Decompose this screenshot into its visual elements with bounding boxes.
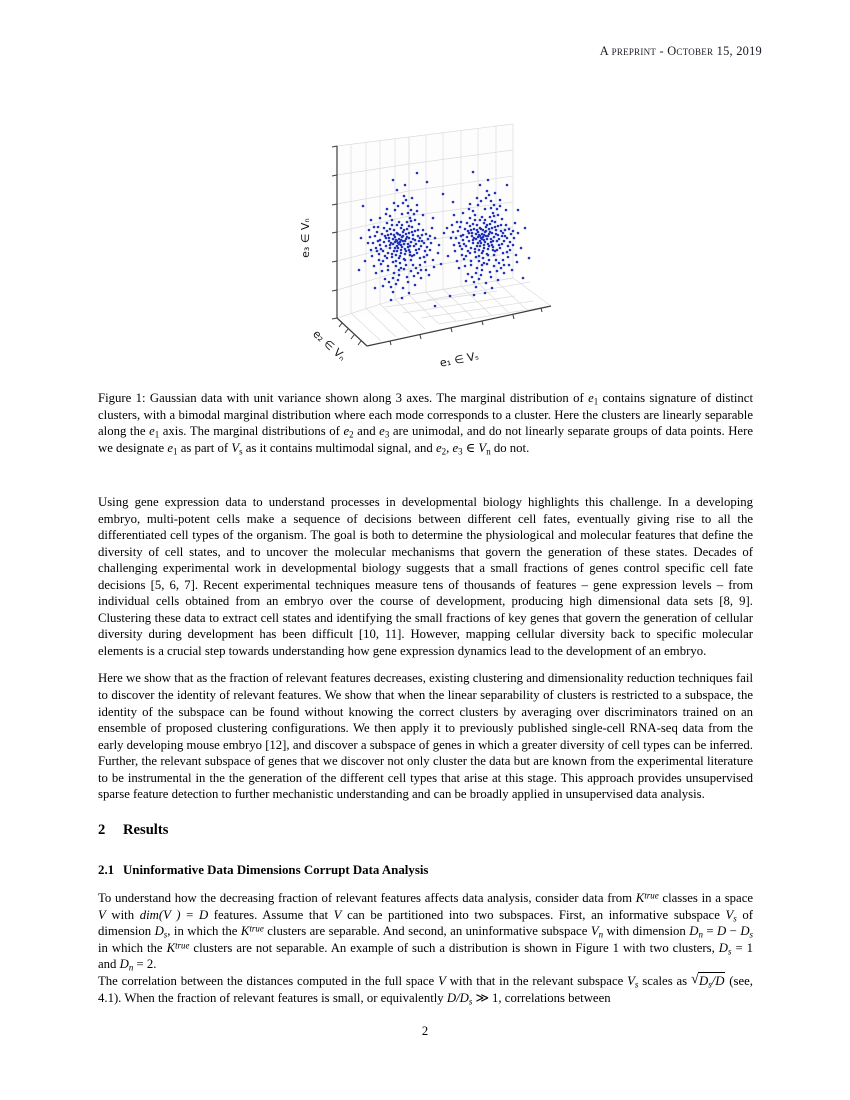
paragraph-contributions: Here we show that as the fraction of relevant features decreases, existing clustering and dimensionality reduction techniques fail to discover the identity of relevant features. We show that when the linear separability of clusters is restricted to a subspace, the identity of the subspace can be found without knowing the correct clusters by averaging over discriminators trained on an ensemble of proposed clustering configurations. We then apply it to previously published single-cell RNA-seq data from the early developing mouse embryo [12], and discover a subspace of genes in which a greater diversity of cell types can be inferred. Further, the relevant subspace of genes that we discover not only cluster the data but are known from the experimental literature to be instrumental in the the generation of the different cell types that arise at this stage. This approach provides unsupervised sparse feature detection to further mechanistic understanding and can be broadly applied in unsupervised data analysis.: [98, 671, 753, 802]
paragraph-intro: Using gene expression data to understand processes in developmental biology highlights this challenge. In a developing embryo, multi-potent cells make a sequence of decisions between different cell fates, eventually giving rise to all the differentiated cell types of the organism. The goal is both to determine the physiological and molecular features that define the diversity of cell states, and to uncover the molecular mechanisms that govern the generation of these states. Decades of challenging experimental work in developmental biology suggests that a small fractions of genes control specific cell fate decisions [5, 6, 7]. Recent experimental techniques measure tens of thousands of features – gene expression levels – from individual cells obtained from an embryo over the course of development, producing high dimensional data sets [8, 9]. Clustering these data to extract cell states and identifying the small fractions of key genes that govern the generation of cellular diversity during development has been difficult [10, 11]. However, mapping cellular diversity back to specific molecular elements is a crucial step towards understanding how gene expression dynamics lead to the development of an embryo.: [98, 495, 753, 658]
section-title: Results: [123, 822, 169, 838]
scatter-3d-svg: [275, 110, 575, 375]
sqrt-expression: √ $D_s/D$: [691, 972, 725, 990]
subsection-number: 2.1: [98, 863, 115, 877]
heading-results: [98, 821, 753, 840]
y-axis-spine: [337, 318, 367, 346]
section-results-heading: [98, 821, 753, 840]
paragraph-correlation: The correlation between the distances computed in the full space V with that in the relevant subspace $V_s$ scales as √ $D_s/D$ (see, 4.1). When the fraction of relevant features is small, or equivalently $D/D_s$ ≫ 1, correlations between: [98, 972, 753, 1006]
figure-caption-block: [98, 390, 753, 456]
subsection-2-1-heading: [98, 862, 753, 879]
running-header: A preprint - October 15, 2019: [599, 44, 762, 58]
x-axis-label: e₁ ∈ Vₛ: [438, 349, 480, 370]
caption-label: Figure 1:: [98, 391, 146, 405]
figure-1-caption: Figure 1: Gaussian data with unit variance shown along 3 axes. The marginal distribution of $e_1$ contains signature of distinct clusters, with a bimodal marginal distribution where each mode corresponds to a cluster. Here the clusters are linearly separable along the $e_1$ axis. The marginal distributions of $e_2$ and $e_3$ are unimodal, and do not linearly separate groups of data points. Here we designate $e_1$ as part of $V_s$ as it contains multimodal signal, and $e_2$, $e_3$ ∈ $V_n$ do not.: [98, 391, 753, 457]
page-number: 2: [421, 1024, 429, 1038]
z-axis-label: e₃ ∈ Vₙ: [299, 218, 312, 258]
section-number: 2: [98, 822, 106, 838]
y-axis-label: e₂ ∈ Vₙ: [310, 327, 349, 364]
heading-uninformative-dimensions: [98, 862, 753, 879]
body-text-block: [98, 494, 753, 814]
paragraph-subspace-definition-block: [98, 890, 753, 984]
figure-1-container: [0, 110, 850, 380]
subsection-title: Uninformative Data Dimensions Corrupt Data Analysis: [123, 863, 429, 877]
paragraph-correlation-block: [98, 972, 753, 1017]
figure-1-3d-scatter: [275, 110, 575, 375]
paragraph-subspace-definition: To understand how the decreasing fraction of relevant features affects data analysis, consider data from $K^{true}$ classes in a space V with dim(V ) = D features. Assume that V can be partitioned into two subspaces. First, an informative subspace $V_s$ of dimension $D_s$, in which the $K^{true}$ clusters are separable. And second, an uninformative subspace $V_n$ with dimension $D_n = D - D_s$ in which the $K^{true}$ clusters are not separable. An example of such a distribution is shown in Figure 1 with two clusters, $D_s = 1$ and $D_n = 2$.: [98, 890, 754, 973]
